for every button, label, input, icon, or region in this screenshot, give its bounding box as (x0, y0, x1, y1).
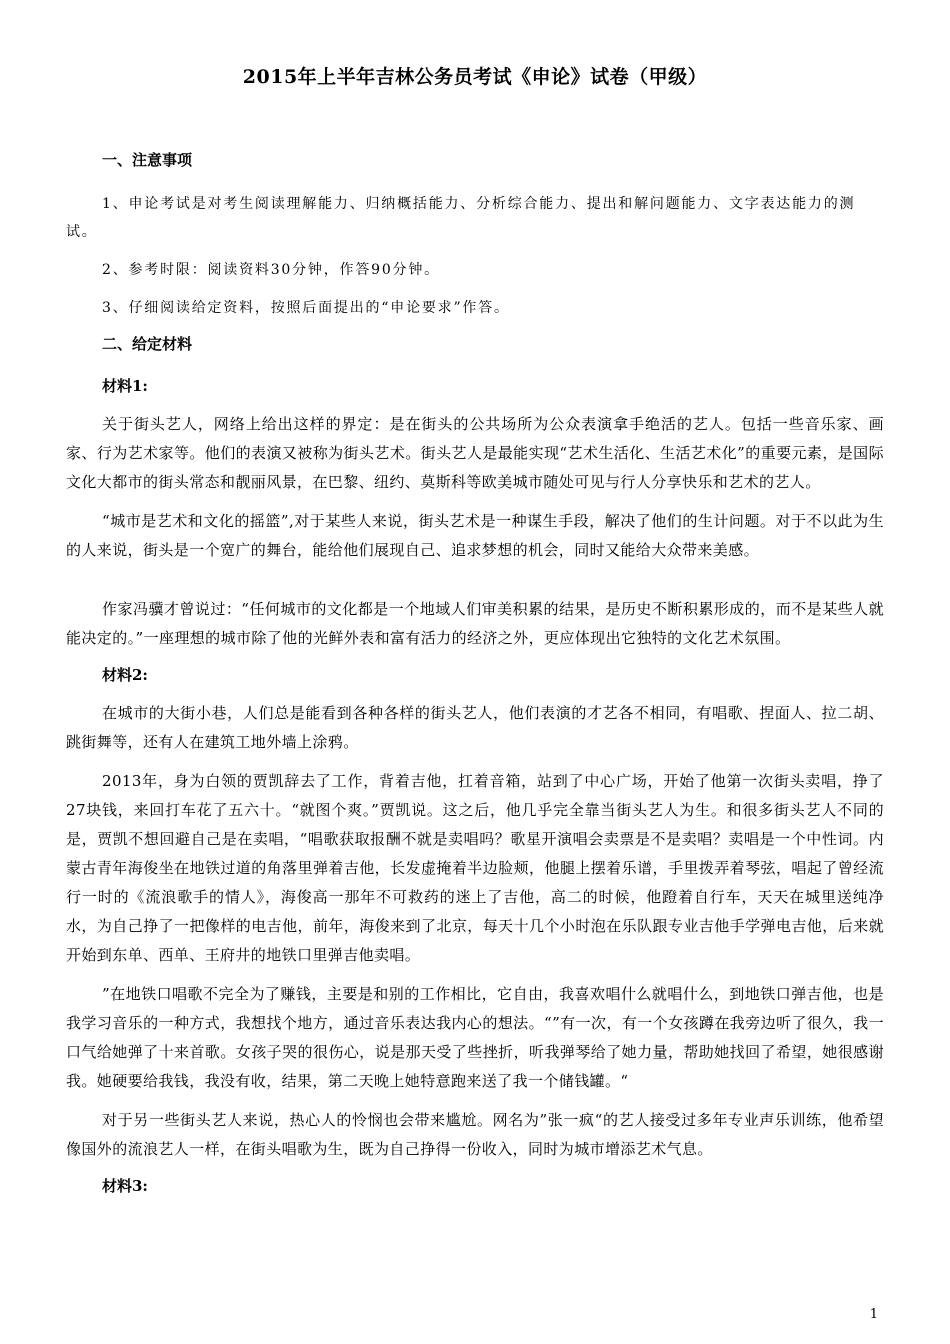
section-heading-materials: 二、给定材料 (102, 335, 193, 353)
material-1-paragraph-1: 关于街头艺人，网络上给出这样的界定：是在街头的公共场所为公众表演拿手绝活的艺人。包括一些音乐家、画家、行为艺术家等。他们的表演又被称为街头艺术。街头艺人是最能实现“艺术生活化、生活艺术化”的重要元素，是国际文化大都市的街头常态和靓丽风景，在巴黎、纽约、莫斯科等欧美城市随处可见与行人分享快乐和艺术的艺人。 (66, 415, 884, 491)
material-2-paragraph-1: 在城市的大街小巷，人们总是能看到各种各样的街头艺人，他们表演的才艺各不相同，有唱歌、捏面人、拉二胡、跳街舞等，还有人在建筑工地外墙上涂鸦。 (66, 704, 884, 751)
notice-item-1: 1、申论考试是对考生阅读理解能力、归纳概括能力、分析综合能力、提出和解问题能力、文字表达能力的测试。 (66, 196, 856, 240)
notice-item-2: 2、参考时限：阅读资料30分钟，作答90分钟。 (102, 262, 440, 278)
material-3-title: 材料3: (102, 1177, 148, 1195)
notice-item-3: 3、仔细阅读给定资料，按照后面提出的“申论要求”作答。 (102, 300, 510, 316)
material-1-paragraph-2: “城市是艺术和文化的摇篮”,对于某些人来说，街头艺术是一种谋生手段，解决了他们的生计问题。对于不以此为生的人来说，街头是一个宽广的舞台，能给他们展现自己、追求梦想的机会，同时又能给大众带来美感。 (66, 512, 884, 559)
material-2-paragraph-4: 对于另一些街头艺人来说，热心人的怜悯也会带来尴尬。网名为”张一疯“的艺人接受过多年专业声乐训练，他希望像国外的流浪艺人一样，在街头唱歌为生，既为自己挣得一份收入，同时为城市增添艺术气息。 (66, 1111, 884, 1158)
material-2-paragraph-2: 2013年，身为白领的贾凯辞去了工作，背着吉他，扛着音箱，站到了中心广场，开始了他第一次街头卖唱，挣了27块钱，来回打车花了五六十。“就图个爽。”贾凯说。这之后，他几乎完全靠当街头艺人为生。和很多街头艺人不同的是，贾凯不想回避自己是在卖唱，“唱歌获取报酬不就是卖唱吗？歌星开演唱会卖票是不是卖唱？卖唱是一个中性词。内蒙古青年海俊坐在地铁过道的角落里弹着吉他，长发虚掩着半边脸颊，他腿上摆着乐谱，手里拨弄着琴弦，唱起了曾经流行一时的《流浪歌手的情人》，海俊高一那年不可救药的迷上了吉他，高二的时候，他蹬着自行车，天天在城里送纯净水，为自己挣了一把像样的电吉他，前年，海俊来到了北京，每天十几个小时泡在乐队跟专业吉他手学弹电吉他，后来就开始到东单、西单、王府井的地铁口里弹吉他卖唱。 (66, 772, 884, 964)
material-2-title: 材料2: (102, 666, 148, 684)
paragraph-spacer (66, 575, 884, 595)
page-number: 1 (869, 1307, 878, 1322)
document-content (66, 148, 884, 1210)
material-1-title: 材料1: (102, 377, 148, 395)
section-heading-notice: 一、注意事项 (102, 151, 193, 169)
material-1-paragraph-3: 作家冯骥才曾说过：“任何城市的文化都是一个地域人们审美积累的结果，是历史不断积累形成的，而不是某些人就能决定的。”一座理想的城市除了他的光鲜外表和富有活力的经济之外，更应体现出它独特的文化艺术氛围。 (66, 600, 884, 647)
material-2-paragraph-3: ”在地铁口唱歌不完全为了赚钱，主要是和别的工作相比，它自由，我喜欢唱什么就唱什么，到地铁口弹吉他，也是我学习音乐的一种方式，我想找个地方，通过音乐表达我内心的想法。“”有一次，有一个女孩蹲在我旁边听了很久，我一口气给她弹了十来首歌。女孩子哭的很伤心，说是那天受了些挫折，听我弹琴给了她力量，帮助她找回了希望，她很感谢我。她硬要给我钱，我没有收，结果，第二天晚上她特意跑来送了我一个储钱罐。“ (66, 985, 884, 1090)
document-title: 2015年上半年吉林公务员考试《申论》试卷（甲级） (242, 66, 708, 88)
